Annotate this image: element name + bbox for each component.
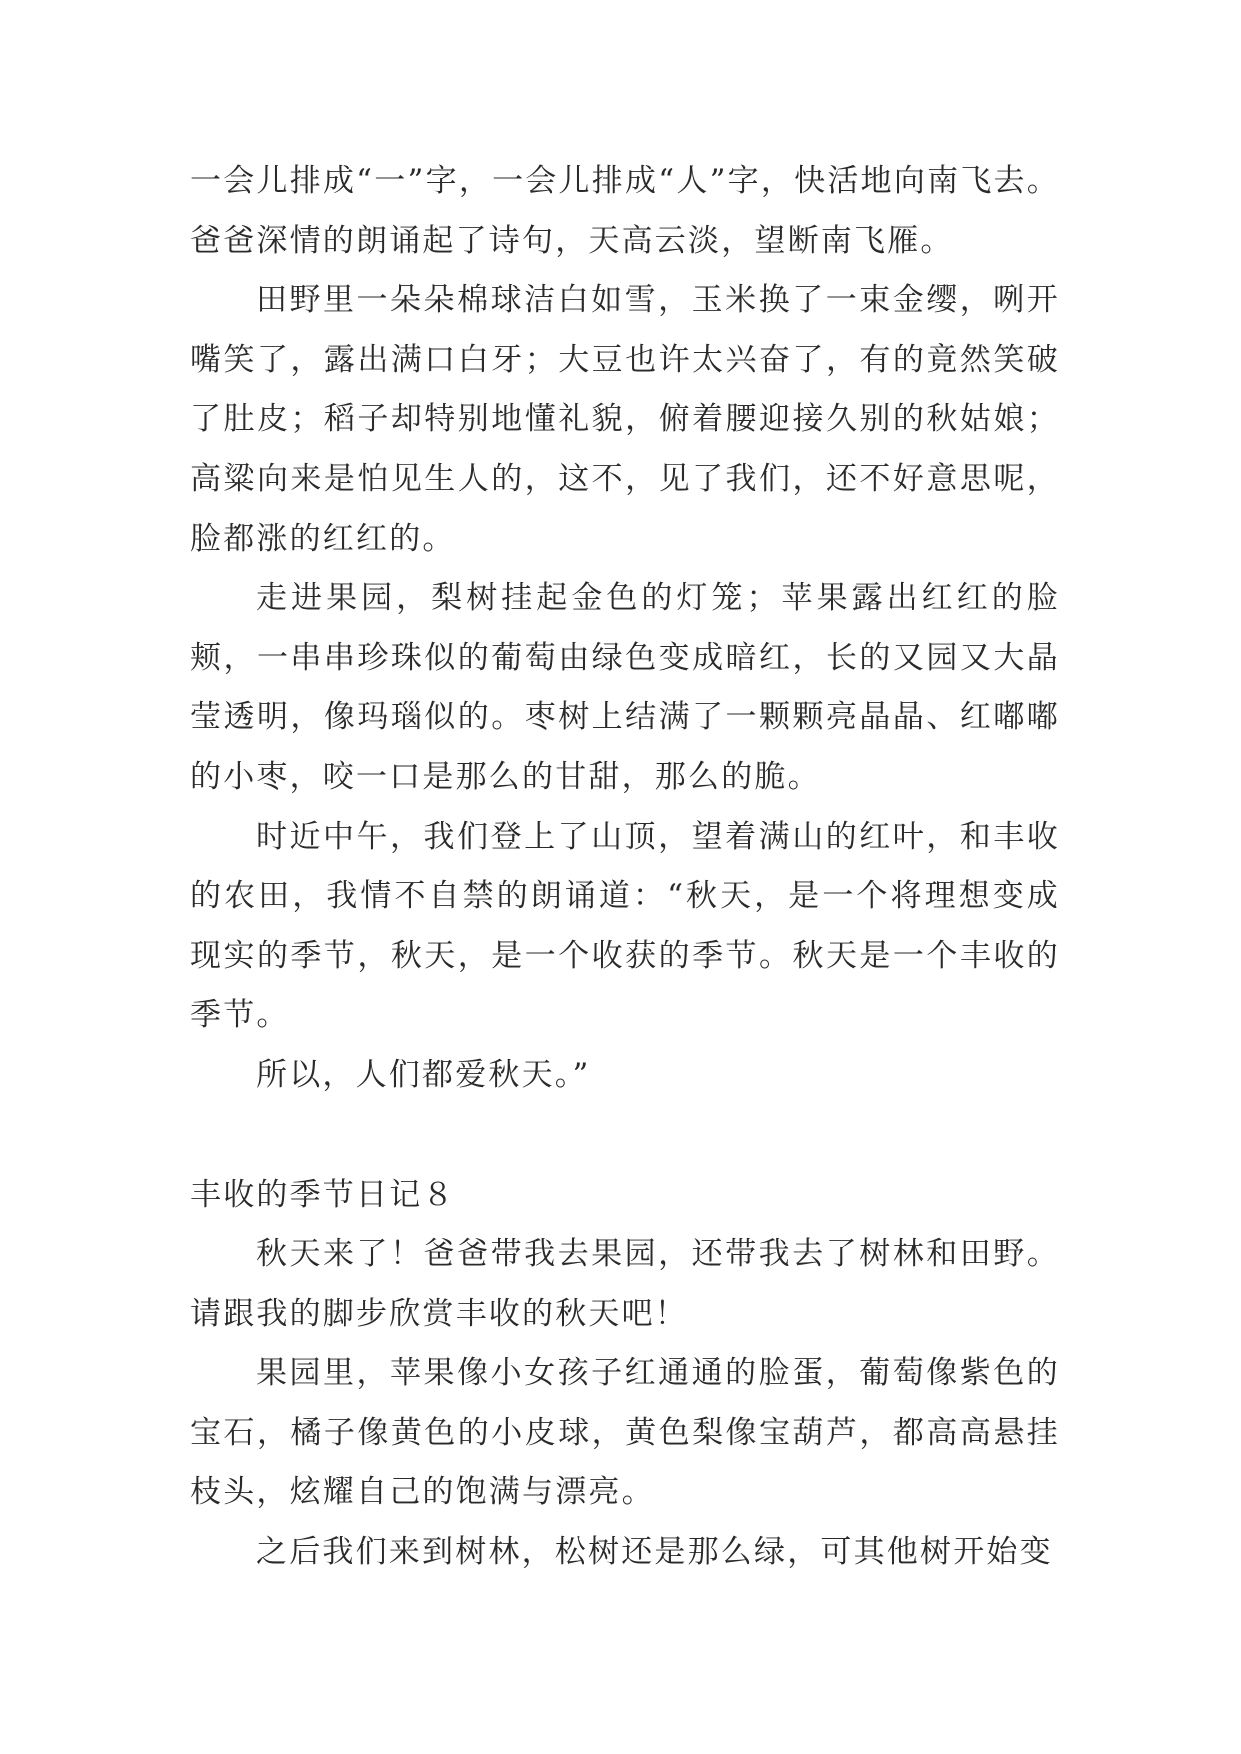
section-title: 丰收的季节日记８ bbox=[190, 1176, 456, 1213]
paragraph-fields: 田野里一朵朵棉球洁白如雪，玉米换了一束金缨，咧开嘴笑了，露出满口白牙；大豆也许太兴奋了，有的竟然笑破了肚皮；稻子却特别地懂礼貌，俯着腰迎接久别的秋姑娘；高粱向来是怕见生人的，这不，见了我们，还不好意思呢，脸都涨的红红的。 bbox=[190, 282, 1060, 557]
paragraph-woods: 之后我们来到树林，松树还是那么绿，可其他树开始变 bbox=[256, 1534, 1053, 1571]
paragraph-continued: 一会儿排成“一”字，一会儿排成“人”字，快活地向南飞去。爸爸深情的朗诵起了诗句，天高云淡，望断南飞雁。 bbox=[190, 163, 1060, 259]
paragraph-conclusion: 所以，人们都爱秋天。” bbox=[256, 1056, 591, 1093]
paragraph-orchard: 走进果园，梨树挂起金色的灯笼；苹果露出红红的脸颊，一串串珍珠似的葡萄由绿色变成暗红，长的又园又大晶莹透明，像玛瑙似的。枣树上结满了一颗颗亮晶晶、红嘟嘟的小枣，咬一口是那么的甘甜，那么的脆。 bbox=[190, 580, 1060, 795]
paragraph-mountaintop: 时近中午，我们登上了山顶，望着满山的红叶，和丰收的农田，我情不自禁的朗诵道：“秋天，是一个将理想变成现实的季节，秋天，是一个收获的季节。秋天是一个丰收的季节。 bbox=[190, 818, 1060, 1034]
document-body bbox=[190, 152, 1060, 1583]
paragraph-autumn-arrives: 秋天来了！爸爸带我去果园，还带我去了树林和田野。请跟我的脚步欣赏丰收的秋天吧！ bbox=[190, 1236, 1060, 1332]
paragraph-orchard-fruits: 果园里，苹果像小女孩子红通通的脸蛋，葡萄像紫色的宝石，橘子像黄色的小皮球，黄色梨像宝葫芦，都高高悬挂枝头，炫耀自己的饱满与漂亮。 bbox=[190, 1355, 1060, 1511]
